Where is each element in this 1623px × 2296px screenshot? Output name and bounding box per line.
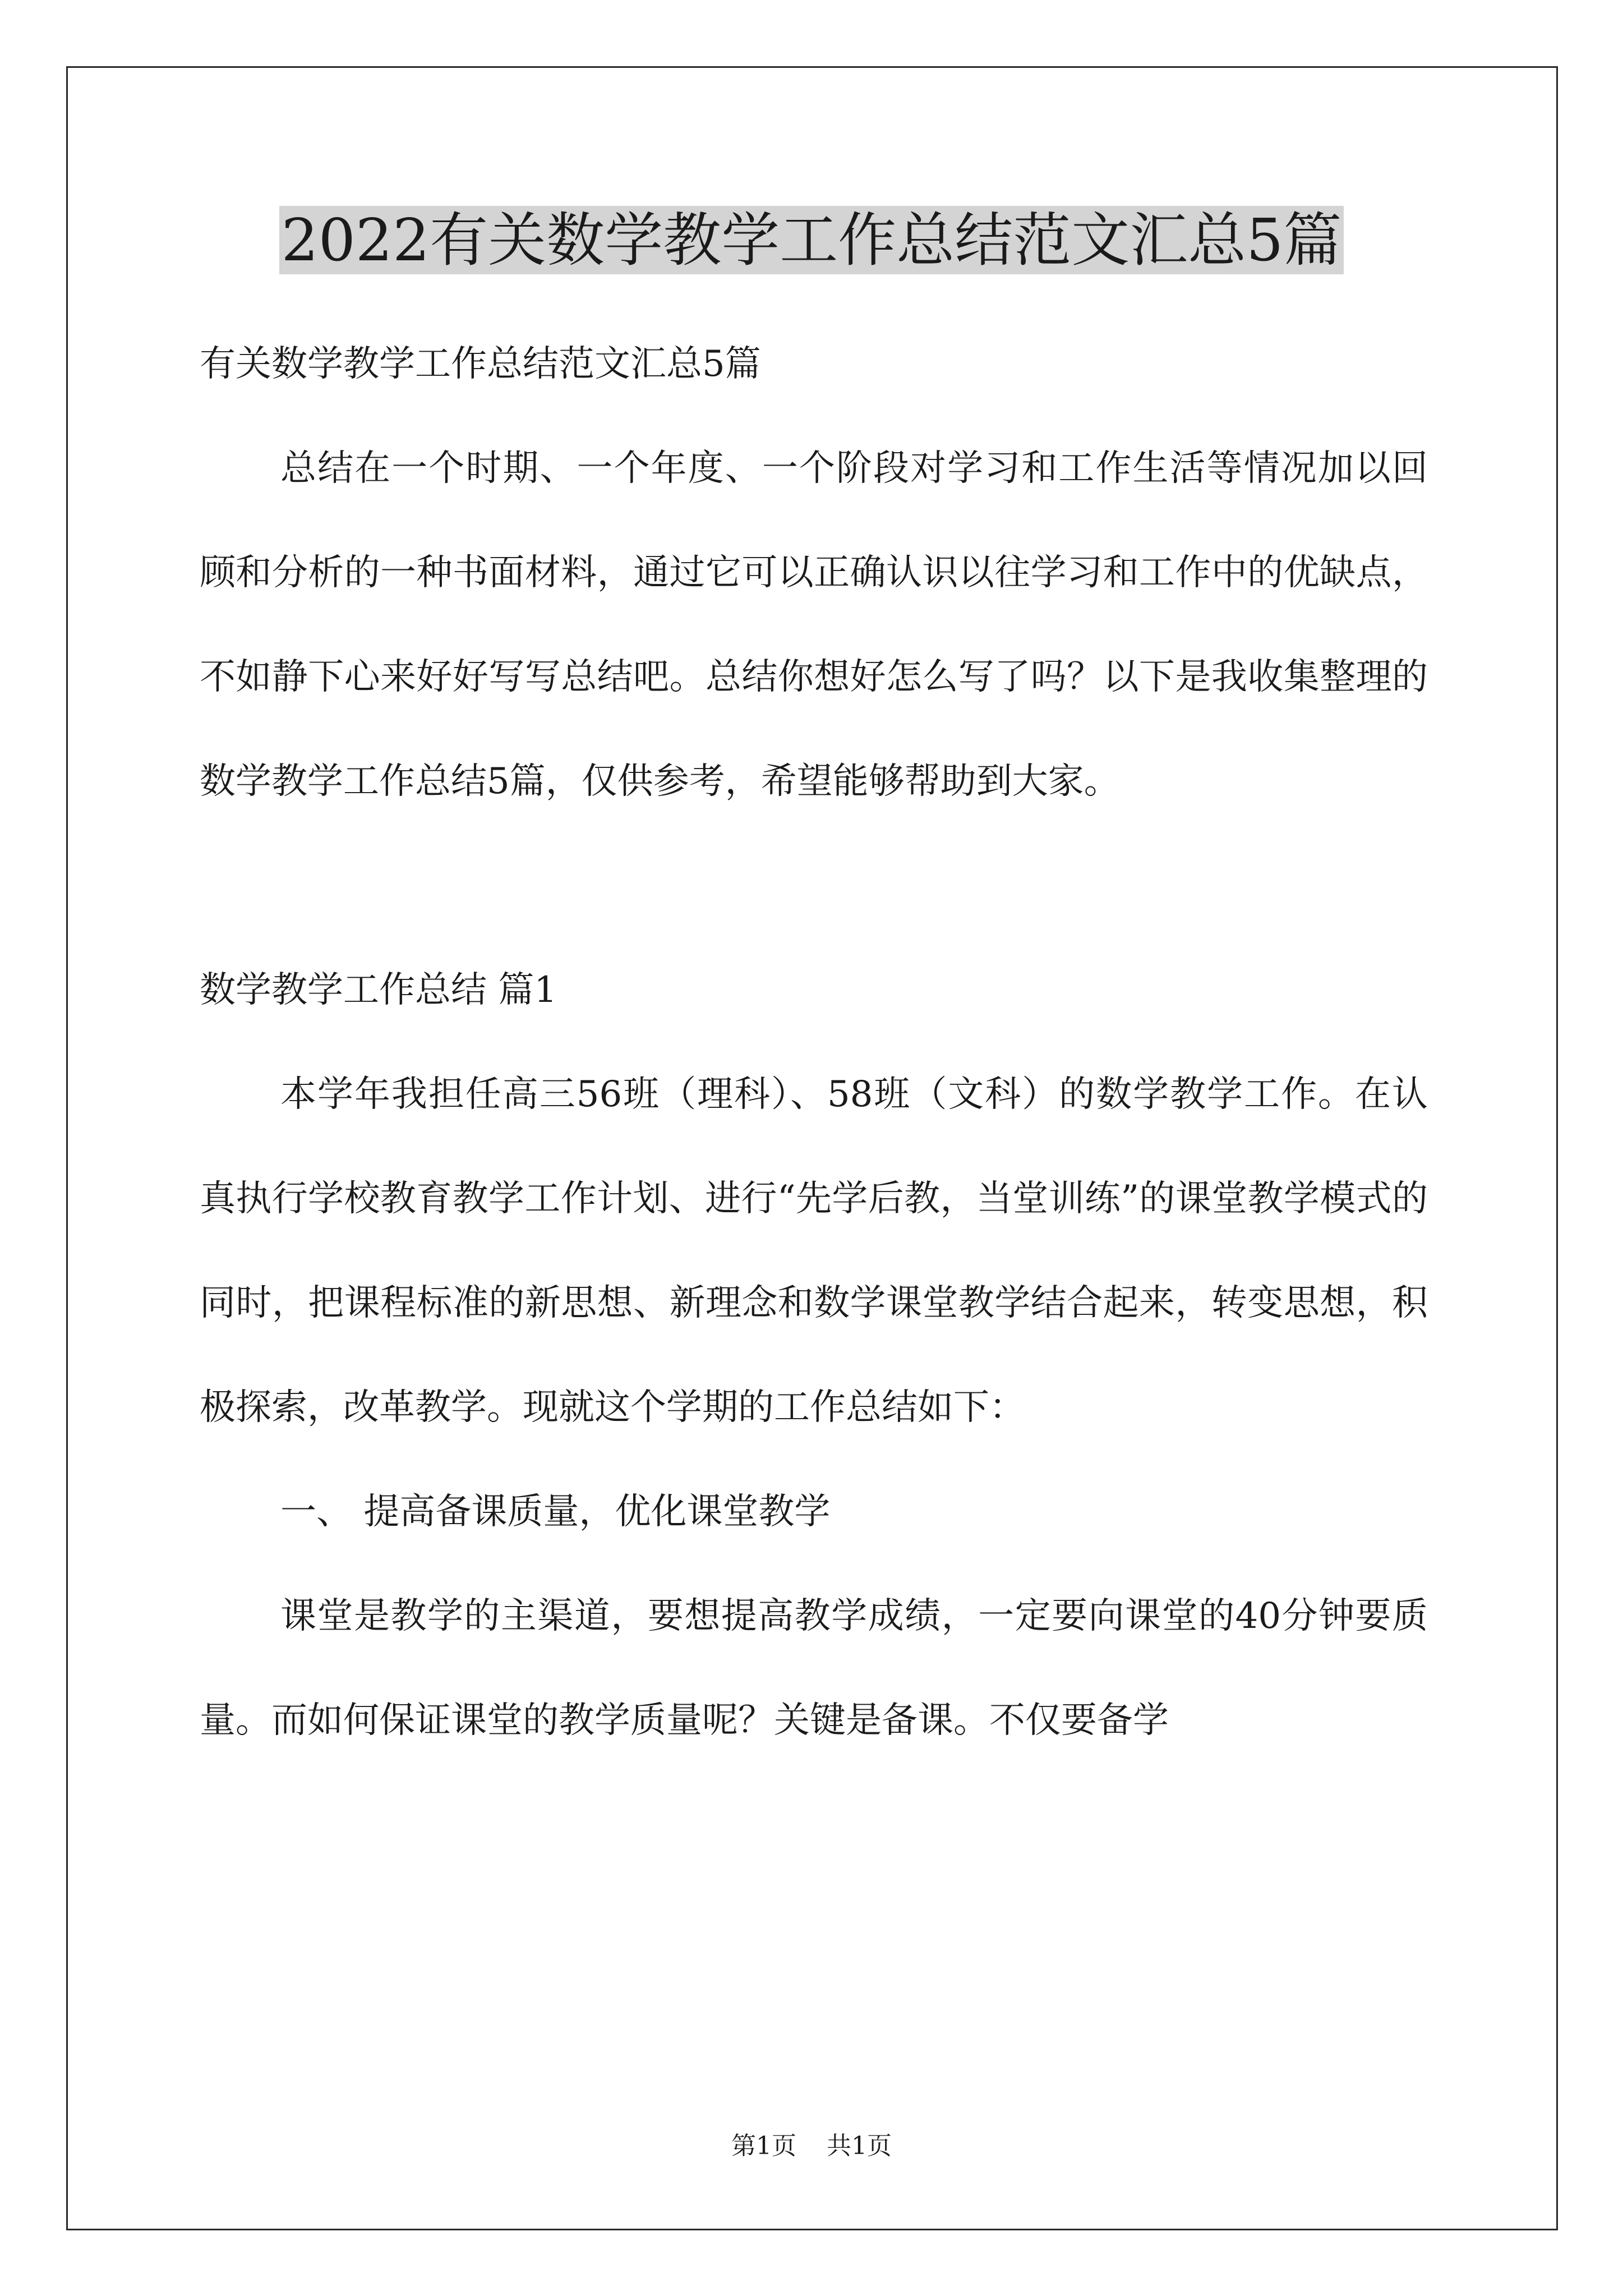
document-title-text: 2022有关数学教学工作总结范文汇总5篇 (279, 206, 1344, 274)
section-paragraph: 本学年我担任高三56班（理科）、58班（文科）的数学教学工作。在认真执行学校教育教学工作计划、进行“先学后教，当堂训练”的课堂教学模式的同时，把课程标准的新思想、新理念和数学课堂教学结合起来，转变思想，积极探索，改革教学。现就这个学期的工作总结如下： (200, 1074, 1428, 1428)
page-number: 第1页 (731, 2132, 796, 2160)
document-subtitle: 有关数学教学工作总结范文汇总5篇 (200, 343, 761, 385)
document-title (0, 201, 1623, 279)
section-heading: 数学教学工作总结 篇1 (200, 969, 557, 1011)
paragraph-gap (200, 834, 1428, 938)
point-paragraph: 课堂是教学的主渠道，要想提高教学成绩，一定要向课堂的40分钟要质量。而如何保证课堂的教学质量呢？关键是备课。不仅要备学 (200, 1595, 1428, 1741)
document-body (200, 312, 1428, 1773)
point-heading: 一、 提高备课质量，优化课堂教学 (280, 1491, 831, 1533)
page-total: 共1页 (827, 2132, 892, 2160)
intro-paragraph: 总结在一个时期、一个年度、一个阶段对学习和工作生活等情况加以回顾和分析的一种书面材料，通过它可以正确认识以往学习和工作中的优缺点，不如静下心来好好写写总结吧。总结你想好怎么写了吗？以下是我收集整理的数学教学工作总结5篇，仅供参考，希望能够帮助到大家。 (200, 448, 1428, 802)
page-footer (0, 2129, 1623, 2163)
